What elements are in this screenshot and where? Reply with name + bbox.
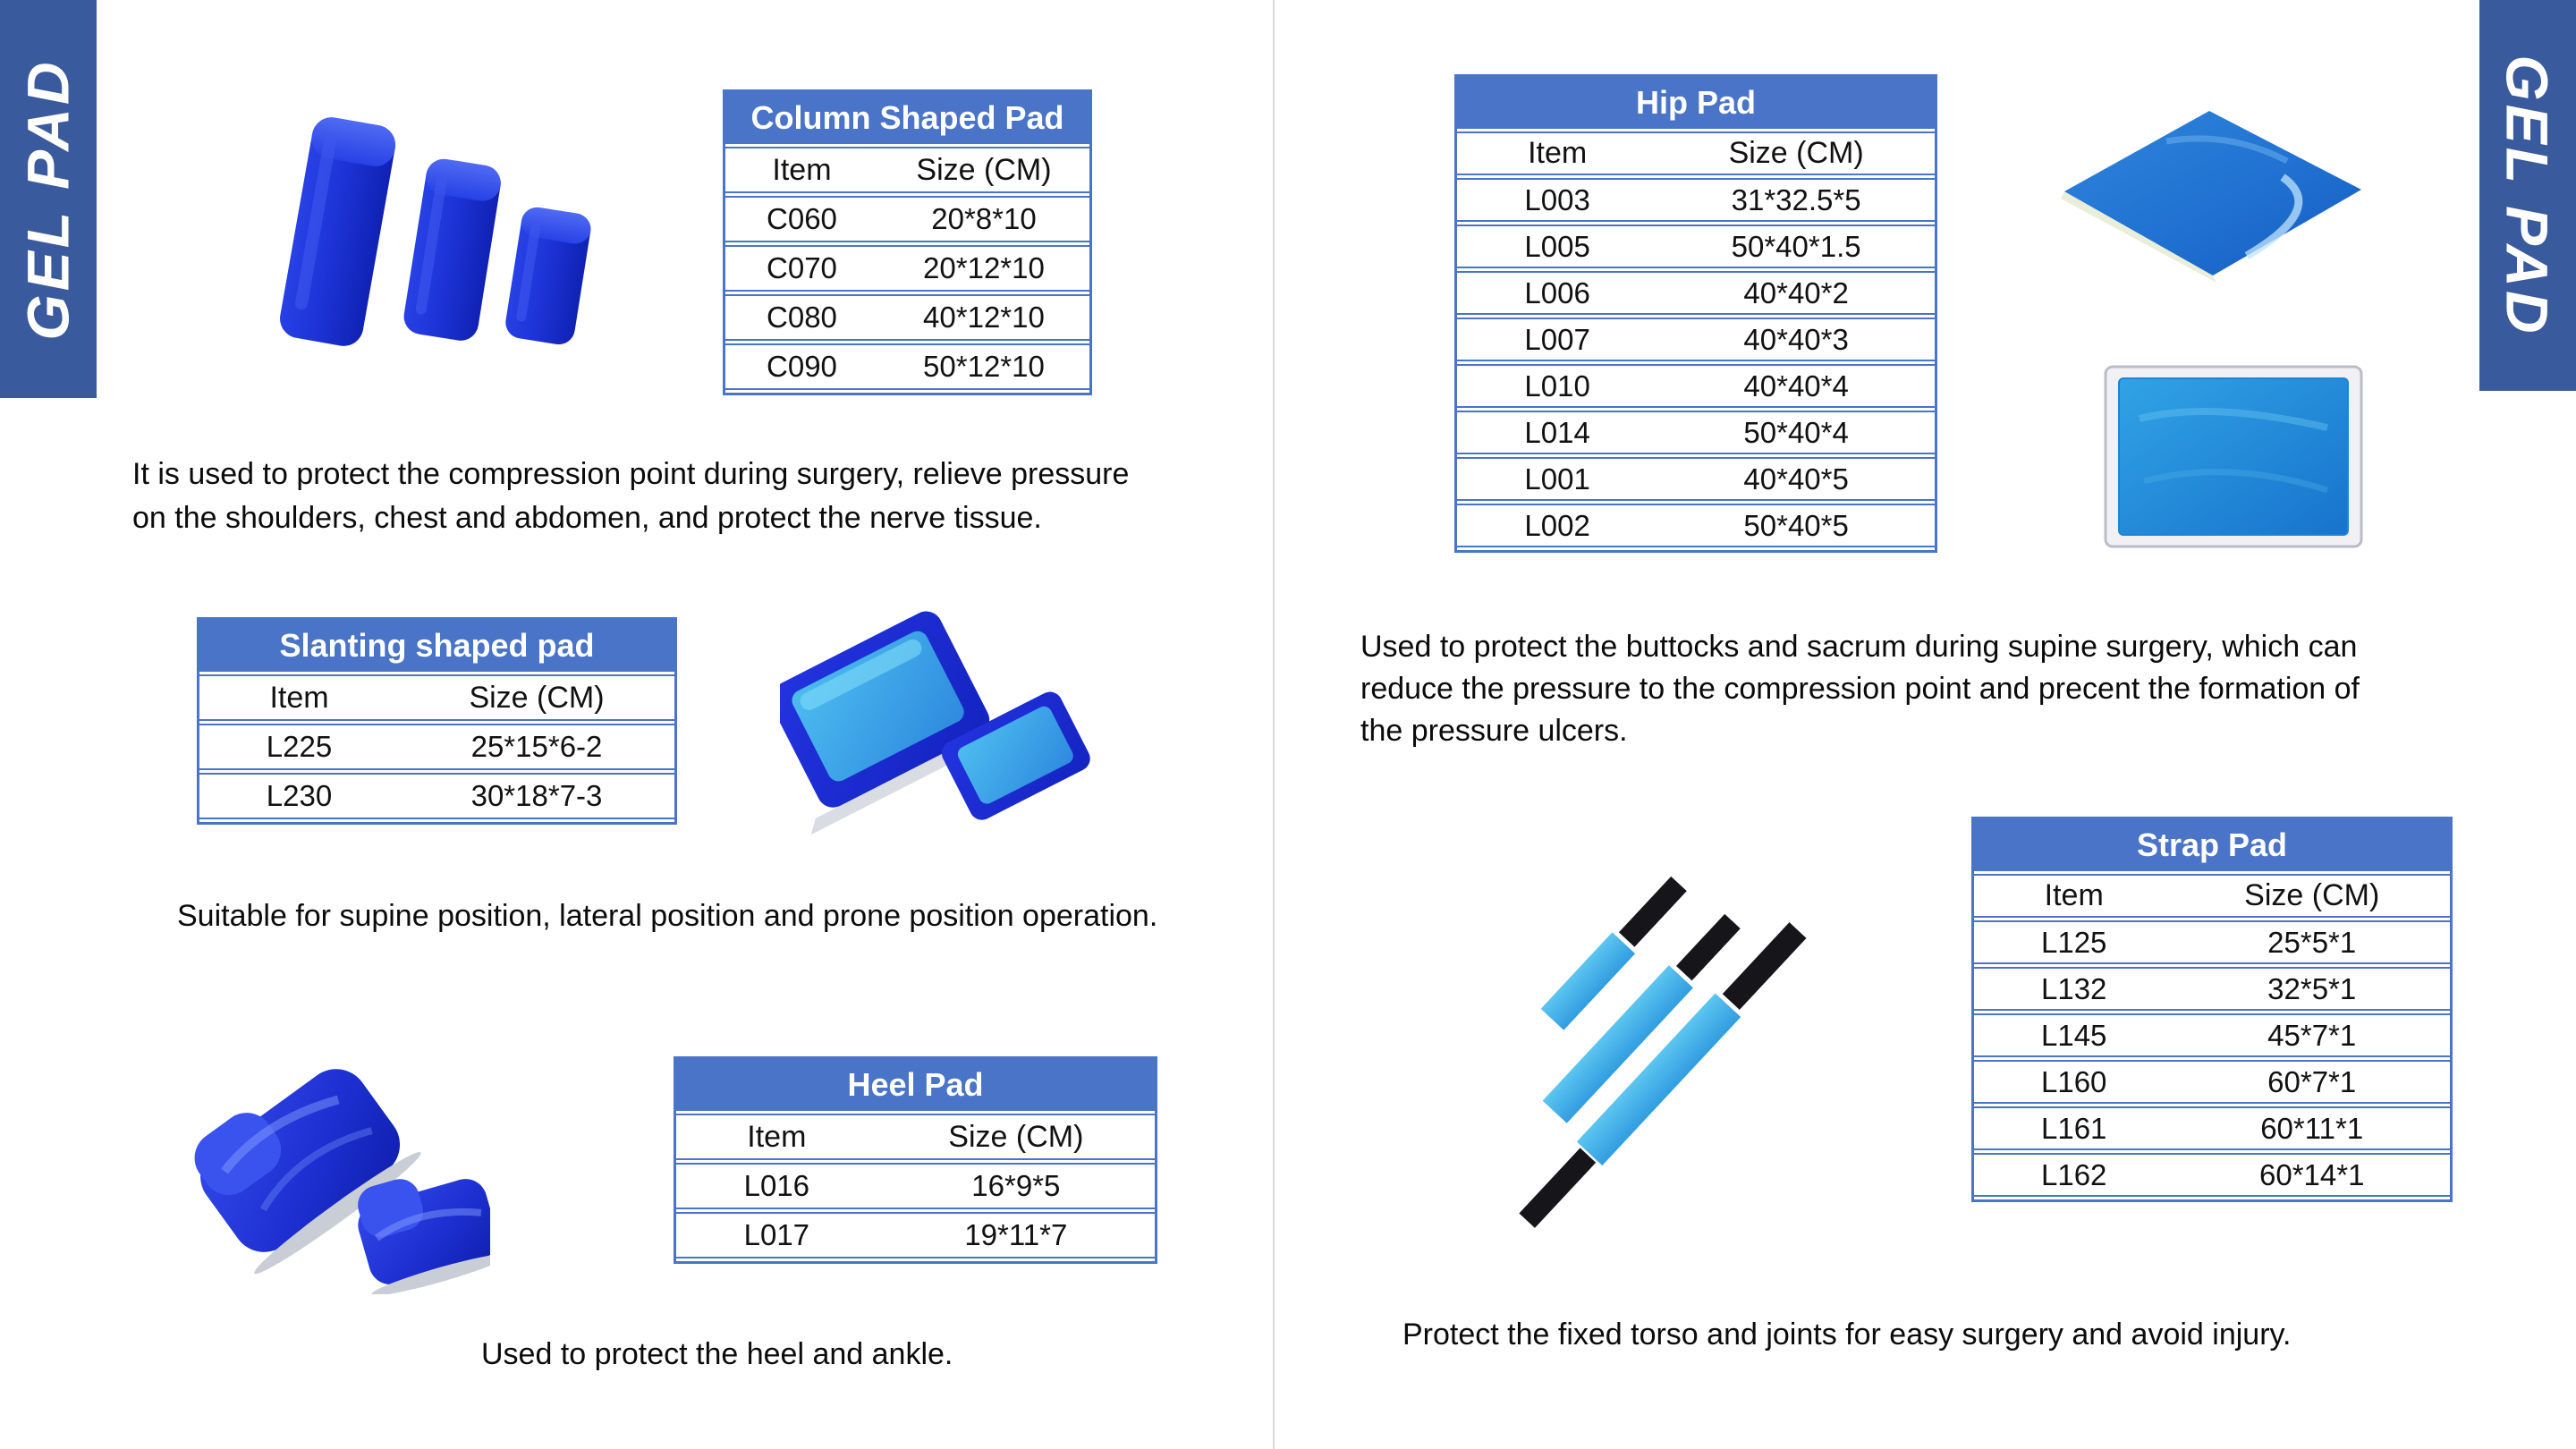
left-banner-label: GEL PAD xyxy=(15,57,81,341)
item-cell: L161 xyxy=(2041,1111,2107,1145)
size-column-header: Size (CM) xyxy=(948,1119,1084,1154)
size-cell: 31*32.5*5 xyxy=(1731,182,1861,216)
table-header-row xyxy=(725,147,1089,193)
table-row xyxy=(1457,225,1935,268)
column-pad-description xyxy=(132,453,1129,540)
size-cell: 50*40*4 xyxy=(1743,415,1849,449)
item-column-header: Item xyxy=(772,152,832,187)
size-cell: 40*40*5 xyxy=(1743,462,1849,496)
size-column-header: Size (CM) xyxy=(469,680,605,715)
item-cell: L017 xyxy=(743,1218,810,1251)
size-cell: 16*9*5 xyxy=(971,1169,1061,1202)
table-row xyxy=(725,196,1089,242)
table-row xyxy=(199,724,674,770)
table-title: Strap Pad xyxy=(1974,819,2450,871)
table-header-row xyxy=(199,674,674,721)
slanting-pad-description: Suitable for supine position, lateral position and prone position operation. xyxy=(177,899,1158,933)
size-cell: 50*40*1.5 xyxy=(1731,229,1861,263)
size-cell: 25*15*6-2 xyxy=(470,730,603,763)
table-row xyxy=(1974,1013,2450,1057)
hip-pad-pillow-photo xyxy=(2059,106,2368,284)
size-cell: 40*12*10 xyxy=(923,301,1045,334)
table-row xyxy=(1974,920,2450,964)
size-cell: 50*40*5 xyxy=(1743,508,1849,542)
item-cell: L225 xyxy=(266,730,333,763)
table-row xyxy=(676,1163,1155,1209)
heel-pads-photo xyxy=(177,1066,490,1294)
item-column-header: Item xyxy=(2044,878,2104,912)
size-cell: 40*40*2 xyxy=(1743,275,1849,309)
item-cell: L006 xyxy=(1524,275,1590,309)
size-column-header: Size (CM) xyxy=(1728,136,1864,170)
table-row xyxy=(1974,967,2450,1011)
table-row xyxy=(1974,1153,2450,1197)
heel-pad-table xyxy=(674,1056,1157,1264)
table-header-row xyxy=(1457,131,1935,175)
item-cell: L010 xyxy=(1524,369,1590,402)
description-line: It is used to protect the compression point during surgery, relieve pressure xyxy=(132,457,1130,491)
item-column-header: Item xyxy=(747,1119,807,1154)
item-cell: C090 xyxy=(767,350,837,383)
hip-pad-description xyxy=(1360,626,2360,752)
column-shaped-pad-table xyxy=(723,89,1092,395)
strap-pads-photo xyxy=(1478,848,1826,1228)
item-cell: L132 xyxy=(2041,971,2107,1005)
column-pads-photo xyxy=(261,109,597,360)
table-title: Column Shaped Pad xyxy=(725,92,1089,144)
size-cell: 60*11*1 xyxy=(2260,1111,2364,1145)
item-cell: C080 xyxy=(767,301,837,334)
item-cell: C060 xyxy=(767,202,837,235)
size-cell: 30*18*7-3 xyxy=(470,779,603,812)
size-column-header: Size (CM) xyxy=(2244,878,2380,912)
table-title: Hip Pad xyxy=(1457,77,1935,129)
table-row xyxy=(725,294,1089,341)
size-cell: 40*40*3 xyxy=(1743,322,1849,356)
item-cell: L160 xyxy=(2041,1064,2107,1098)
strap-pad-table xyxy=(1971,817,2453,1202)
description-line: reduce the pressure to the compression point and precent the formation of xyxy=(1360,672,2360,706)
table-row xyxy=(1457,504,1935,547)
hip-pad-flat-illustration xyxy=(2104,365,2363,548)
table-row xyxy=(1457,318,1935,361)
description-line: the pressure ulcers. xyxy=(1360,714,1628,748)
table-title: Heel Pad xyxy=(676,1059,1155,1111)
item-cell: C070 xyxy=(767,251,837,284)
strap-pad-description: Protect the fixed torso and joints for easy surgery and avoid injury. xyxy=(1402,1318,2292,1352)
size-cell: 50*12*10 xyxy=(923,350,1045,383)
size-column-header: Size (CM) xyxy=(916,152,1052,187)
table-row xyxy=(1457,271,1935,315)
item-cell: L016 xyxy=(743,1169,810,1202)
description-line: on the shoulders, chest and abdomen, and protect the nerve tissue. xyxy=(132,501,1042,535)
size-cell: 32*5*1 xyxy=(2267,971,2357,1005)
right-banner-label: GEL PAD xyxy=(2495,54,2561,337)
table-row xyxy=(725,245,1089,292)
size-cell: 60*7*1 xyxy=(2267,1064,2357,1098)
hip-pad-flat-photo xyxy=(2104,365,2363,548)
description-line: Used to protect the buttocks and sacrum during supine surgery, which can xyxy=(1360,630,2358,664)
slanting-pads-photo xyxy=(780,606,1093,839)
item-column-header: Item xyxy=(1528,136,1588,170)
item-cell: L002 xyxy=(1524,508,1590,542)
item-cell: L007 xyxy=(1524,322,1590,356)
size-cell: 40*40*4 xyxy=(1743,369,1849,402)
size-cell: 19*11*7 xyxy=(964,1218,1068,1251)
table-row xyxy=(1457,178,1935,222)
center-divider xyxy=(1273,0,1275,1449)
table-row xyxy=(1974,1106,2450,1150)
item-cell: L001 xyxy=(1524,462,1590,496)
slanting-shaped-pad-table xyxy=(197,617,677,825)
item-cell: L014 xyxy=(1524,415,1590,449)
item-cell: L145 xyxy=(2041,1018,2107,1052)
hip-pad-table xyxy=(1454,74,1937,553)
table-header-row xyxy=(676,1114,1155,1160)
table-row xyxy=(676,1212,1155,1258)
item-cell: L003 xyxy=(1524,182,1590,216)
size-cell: 25*5*1 xyxy=(2267,925,2357,959)
item-cell: L005 xyxy=(1524,229,1590,263)
right-gel-pad-banner xyxy=(2479,0,2576,391)
table-row xyxy=(1974,1060,2450,1104)
item-column-header: Item xyxy=(269,680,329,715)
table-row xyxy=(725,343,1089,390)
heel-pad-description: Used to protect the heel and ankle. xyxy=(481,1337,953,1371)
table-row xyxy=(199,773,674,819)
heel-pads-illustration xyxy=(177,1066,490,1294)
table-header-row xyxy=(1974,874,2450,918)
item-cell: L162 xyxy=(2041,1157,2107,1191)
table-title: Slanting shaped pad xyxy=(199,620,674,672)
table-row xyxy=(1457,364,1935,408)
left-gel-pad-banner xyxy=(0,0,97,398)
strap-pads-illustration xyxy=(1478,848,1826,1228)
hip-pad-pillow-illustration xyxy=(2059,106,2368,284)
column-pads-illustration xyxy=(261,109,597,360)
table-row xyxy=(1457,457,1935,501)
item-cell: L230 xyxy=(266,779,333,812)
size-cell: 20*8*10 xyxy=(931,202,1037,235)
item-cell: L125 xyxy=(2041,925,2107,959)
slanting-pads-illustration xyxy=(780,606,1093,839)
size-cell: 60*14*1 xyxy=(2258,1157,2365,1191)
table-row xyxy=(1457,411,1935,454)
size-cell: 20*12*10 xyxy=(923,251,1045,284)
size-cell: 45*7*1 xyxy=(2267,1018,2357,1052)
